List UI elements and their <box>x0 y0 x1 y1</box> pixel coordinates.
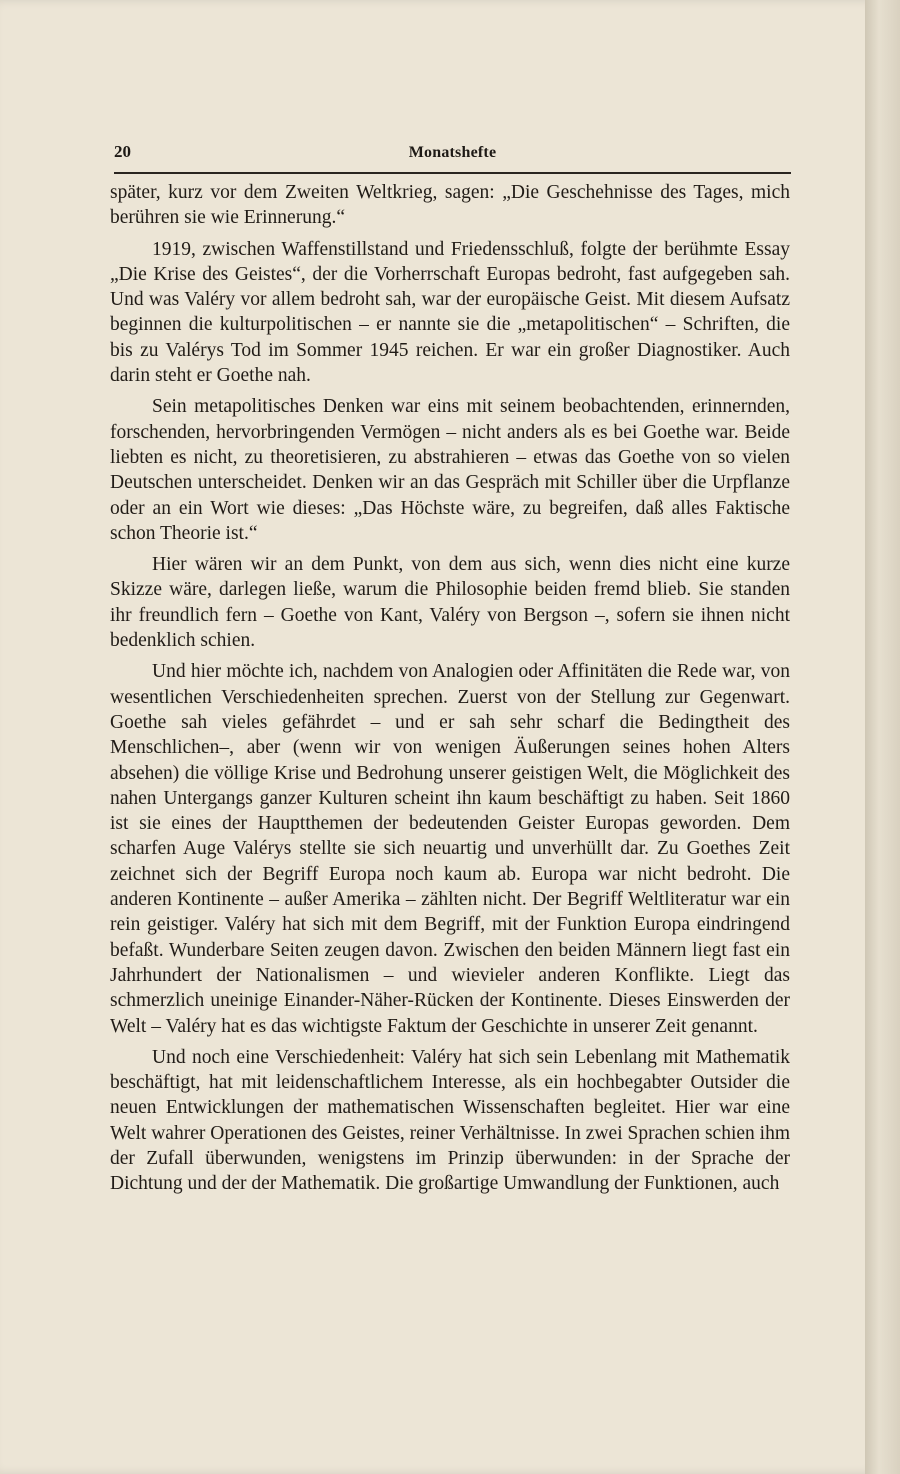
paragraph: Sein metapolitisches Denken war eins mit seinem beobachtenden, erinnernden, forschenden, hervorbringenden Vermögen – nicht anders als es bei Goethe war. Beide liebten es nicht, zu theoretisieren, zu abstrahieren – etwas das Goethe von so vielen Deutschen unterscheidet. Denken wir an das Gespräch mit Schiller über die Urpflanze oder an ein Wort wie dieses: „Das Höchste wäre, zu begreifen, daß alles Faktische schon Theorie ist.“ <box>110 396 790 544</box>
running-header <box>114 142 791 174</box>
paragraph: später, kurz vor dem Zweiten Weltkrieg, sagen: „Die Geschehnisse des Tages, mich berühren sie wie Erinnerung.“ <box>110 182 790 229</box>
running-title: Monatshefte <box>408 144 497 161</box>
page-number: 20 <box>114 142 131 161</box>
paragraph: Und noch eine Verschiedenheit: Valéry hat sich sein Lebenlang mit Mathematik beschäftigt, hat mit leidenschaftlichem Interesse, als ein hochbegabter Outsider die neuen Entwicklungen der mathematischen Wissenschaften begleitet. Hier war eine Welt wahrer Operationen des Geistes, reiner Verhältnisse. In zwei Sprachen schien ihm der Zufall überwunden, wenigstens im Prinzip überwunden: in der Sprache der Dichtung und der der Mathematik. Die großartige Umwandlung der Funktionen, auch <box>110 1046 790 1195</box>
paragraph: 1919, zwischen Waffenstillstand und Friedensschluß, folgte der berühmte Essay „Die Krise des Geistes“, der die Vorherrschaft Europas bedroht, fast aufgegeben sah. Und was Valéry vor allem bedroht sah, war der europäische Geist. Mit diesem Aufsatz beginnen die kulturpolitischen – er nannte sie die „metapolitischen“ – Schriften, die bis zu Valérys Tod im Sommer 1945 reichen. Er war ein großer Diagnostiker. Auch darin steht er Goethe nah. <box>110 238 790 387</box>
body-text <box>110 180 790 1203</box>
paragraph: Und hier möchte ich, nachdem von Analogien oder Affinitäten die Rede war, von wesentlichen Verschiedenheiten sprechen. Zuerst von der Stellung zur Gegenwart. Goethe sah vieles gefährdet – und er sah sehr scharf die Bedingtheit des Menschlichen–, aber (wenn wir von wenigen Äußerungen seines hohen Alters absehen) die völlige Krise und Bedrohung unserer geistigen Welt, die Möglichkeit des nahen Untergangs ganzer Kulturen scheint ihn kaum beschäftigt zu haben. Seit 1860 ist sie eines der Hauptthemen der bedeutenden Geister Europas geworden. Dem scharfen Auge Valérys stellte sie sich neuartig und unverhüllt dar. Zu Goethes Zeit zeichnet sich der Begriff Europa noch kaum ab. Europa war nicht bedroht. Die anderen Kontinente – außer Amerika – zählten nicht. Der Begriff Weltliteratur war ein rein geistiger. Valéry hat sich mit dem Begriff, mit der Funktion Europa eindringend befaßt. Wunderbare Seiten zeugen davon. Zwischen den beiden Männern liegt fast ein Jahrhundert der Nationalismen – und wievieler anderen Konflikte. Liegt das schmerzlich uneinige Einander-Näher-Rücken der Kontinente. Dieses Einswerden der Welt – Valéry hat es das wichtigste Faktum der Geschichte in unserer Zeit genannt. <box>110 661 790 1037</box>
paragraph: Hier wären wir an dem Punkt, von dem aus sich, wenn dies nicht eine kurze Skizze wäre, darlegen ließe, warum die Philosophie beiden fremd blieb. Sie standen ihr freundlich fern – Goethe von Kant, Valéry von Bergson –, sofern sie ihnen nicht bedenklich schien. <box>110 554 790 652</box>
page-edge <box>865 0 900 1474</box>
